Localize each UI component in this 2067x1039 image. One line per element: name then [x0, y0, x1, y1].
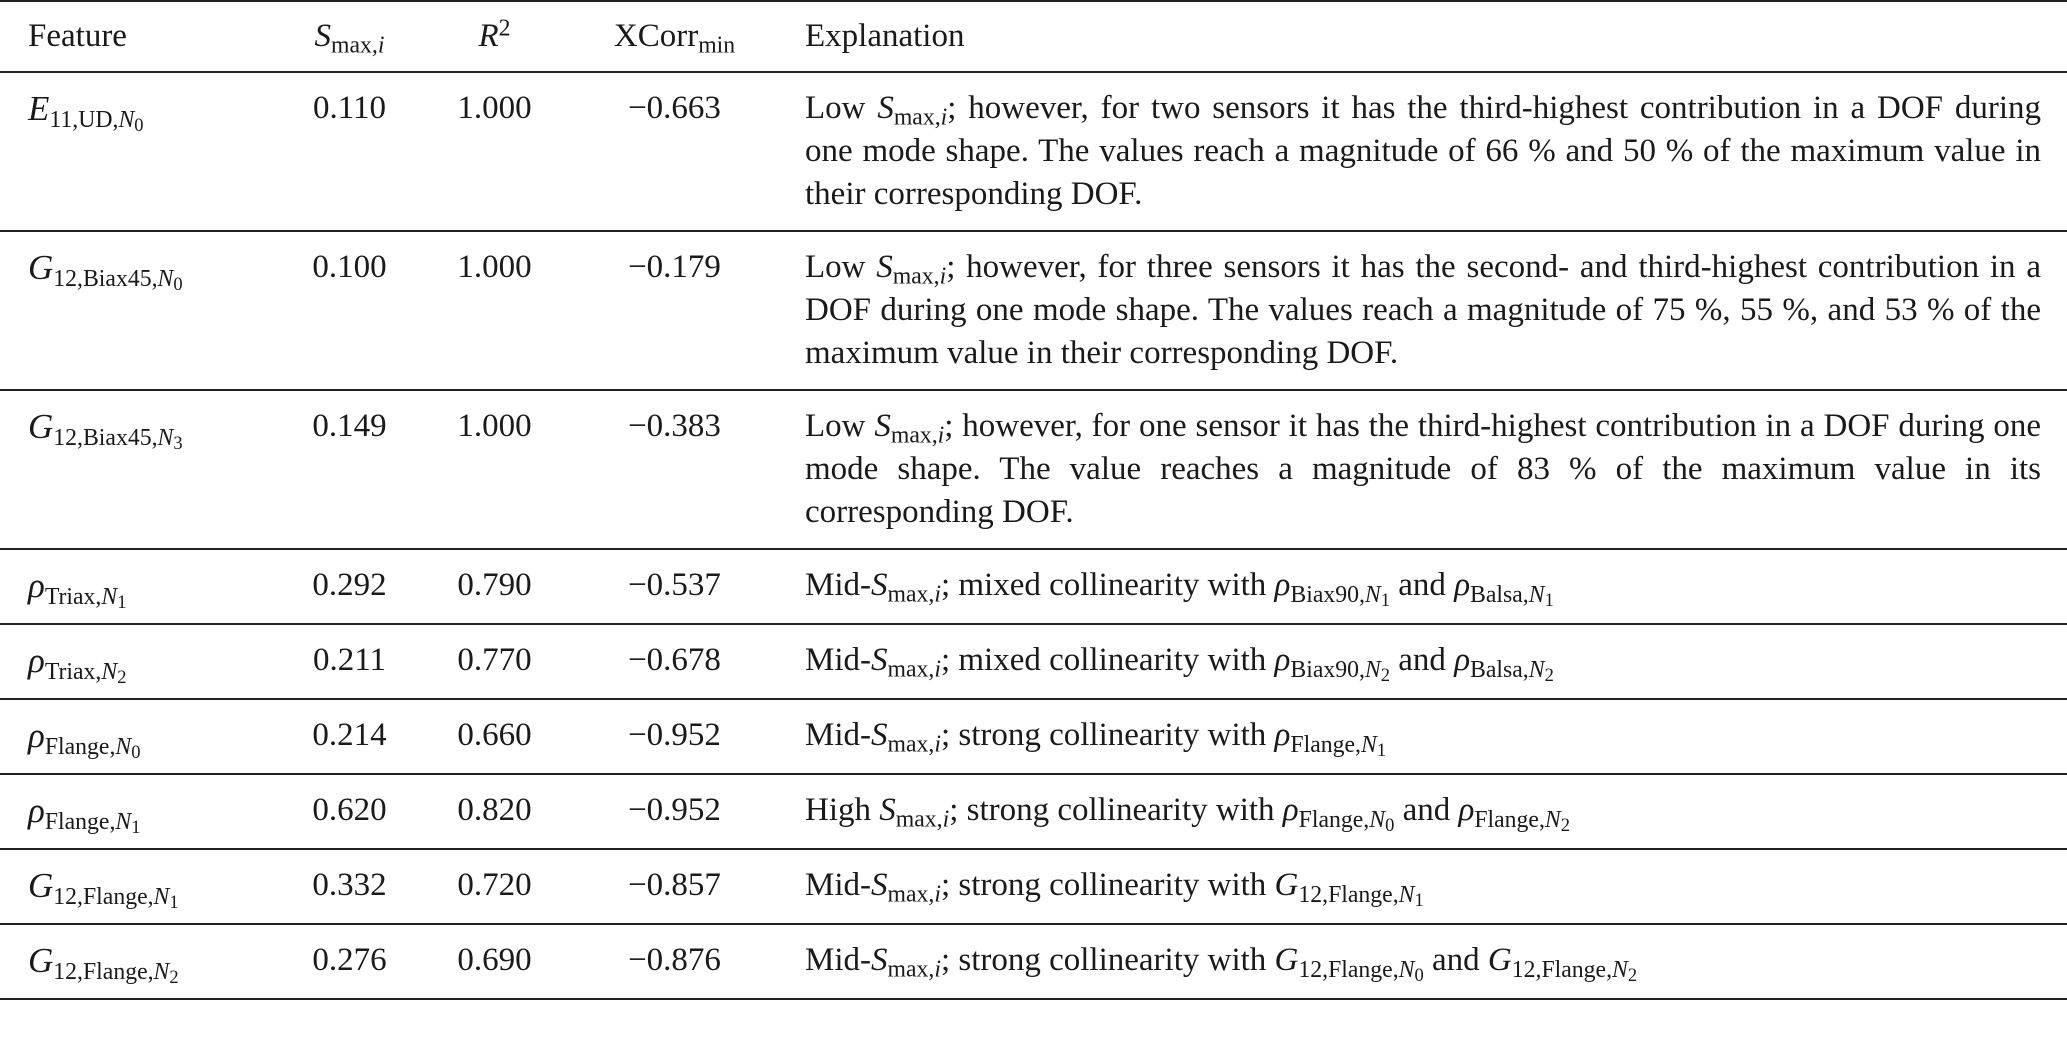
feature-feature-n-sub: 1: [131, 816, 141, 838]
table-body: [0, 72, 2067, 999]
smax-cell: 0.292: [312, 567, 387, 603]
conjunction: and: [1394, 792, 1459, 828]
r2-cell: 1.000: [457, 90, 532, 126]
related-feature-1-n-index: 1: [1376, 739, 1387, 761]
smax-index: i: [934, 881, 941, 908]
related-feature-2-n-index: 2: [1627, 964, 1638, 986]
related-feature-1-n-index: 1: [1414, 889, 1424, 911]
explanation-prefix: Low: [805, 90, 878, 126]
feature-feature-n-sub: 3: [173, 432, 183, 454]
table-row: [0, 849, 2067, 924]
smax-index: i: [934, 656, 941, 683]
related-feature-1-n-index: 0: [1414, 964, 1424, 986]
table-row: [0, 774, 2067, 849]
explanation-cell: [777, 549, 2067, 624]
table-header-row: [0, 1, 2067, 72]
explanation-cell: [777, 849, 2067, 924]
table-row: [0, 699, 2067, 774]
feature-cell: [0, 924, 282, 999]
explanation-text: ; strong collinearity with: [940, 942, 1275, 978]
related-feature-1-symbol: ρ: [1274, 642, 1291, 678]
smax-subscript: max,: [892, 263, 940, 290]
related-feature-1-symbol: ρ: [1282, 792, 1299, 828]
related-feature-1-subscript: 12,Flange,: [1298, 956, 1399, 983]
smax-cell: 0.100: [312, 249, 387, 285]
feature-feature-n: N: [157, 265, 174, 292]
feature-feature-n: N: [153, 883, 170, 910]
explanation-text: ; strong collinearity with: [940, 717, 1275, 753]
related-feature-1-subscript: Biax90,: [1290, 656, 1365, 683]
feature-feature-n: N: [153, 958, 170, 985]
smax-cell: 0.110: [312, 90, 387, 126]
smax-symbol: S: [877, 90, 894, 126]
table-row: [0, 624, 2067, 699]
smax-index: i: [942, 806, 950, 833]
feature-cell: [0, 774, 282, 849]
related-feature-1-n: N: [1398, 881, 1415, 908]
related-feature-2-subscript: Balsa,: [1470, 581, 1529, 608]
feature-feature-n-sub: 0: [134, 114, 144, 136]
related-feature-1-n: N: [1360, 731, 1377, 758]
related-feature-2-n-index: 2: [1560, 814, 1571, 836]
explanation-prefix: Mid-: [805, 567, 871, 603]
r2-cell: 1.000: [457, 408, 532, 444]
smax-symbol: S: [871, 867, 888, 903]
smax-index: i: [934, 581, 941, 608]
related-feature-2-n: N: [1528, 656, 1545, 683]
smax-symbol: S: [879, 792, 896, 828]
feature-feature-sub: 12,Flange,: [53, 958, 154, 985]
feature-feature-n: N: [157, 424, 174, 451]
xcorr-cell: −0.876: [628, 942, 721, 978]
header-explanation: Explanation: [805, 18, 965, 54]
explanation-prefix: Mid-: [805, 942, 871, 978]
related-feature-1-symbol: G: [1274, 942, 1299, 978]
explanation-cell: [777, 774, 2067, 849]
related-feature-1-symbol: ρ: [1274, 717, 1291, 753]
xcorr-cell: −0.952: [628, 717, 721, 753]
feature-feature-sym: G: [28, 941, 54, 980]
related-feature-2-n: N: [1612, 956, 1628, 983]
related-feature-2-subscript: Flange,: [1474, 806, 1545, 833]
r2-cell: 0.720: [457, 867, 532, 903]
feature-feature-sym: G: [28, 248, 54, 287]
related-feature-2-subscript: 12,Flange,: [1511, 956, 1613, 983]
feature-feature-sym: ρ: [28, 566, 45, 605]
feature-cell: [0, 72, 282, 231]
related-feature-1-subscript: 12,Flange,: [1298, 881, 1399, 908]
feature-feature-sub: 12,Flange,: [53, 883, 154, 910]
related-feature-1-n-index: 0: [1385, 814, 1395, 836]
smax-cell: 0.214: [312, 717, 387, 753]
smax-index: i: [939, 263, 947, 290]
explanation-text: ; mixed collinearity with: [940, 567, 1275, 603]
smax-symbol: S: [876, 249, 893, 285]
feature-feature-sub: 12,Biax45,: [53, 265, 158, 292]
explanation-text: ; strong collinearity with: [940, 867, 1275, 903]
conjunction: and: [1423, 942, 1488, 978]
feature-feature-n: N: [101, 658, 118, 685]
header-xcorr: XCorr$_{min}$: [613, 18, 736, 59]
xcorr-cell: −0.663: [628, 90, 721, 126]
feature-feature-n-sub: 0: [173, 273, 183, 295]
smax-symbol: S: [871, 567, 888, 603]
explanation-text: ; mixed collinearity with: [940, 642, 1275, 678]
feature-feature-n-sub: 0: [131, 741, 141, 763]
smax-index: i: [940, 104, 948, 131]
smax-subscript: max,: [887, 956, 935, 983]
explanation-text: ; however, for two sensors it has the third-highest contribution in a DOF during one mode shape. The values reach a magnitude of 66 % and 50 % of the maximum value in their corresponding DOF.: [805, 90, 2041, 212]
feature-cell: [0, 549, 282, 624]
explanation-text: ; however, for three sensors it has the second- and third-highest contribution in a DOF during one mode shape. The values reach a magnitude of 75 %, 55 %, and 53 % of the maximum value in their corresponding DOF.: [805, 249, 2041, 371]
explanation-cell: [777, 924, 2067, 999]
feature-feature-sym: ρ: [28, 791, 45, 830]
smax-cell: 0.276: [312, 942, 387, 978]
xcorr-cell: −0.857: [628, 867, 721, 903]
related-feature-2-symbol: ρ: [1454, 567, 1471, 603]
r2-cell: 0.820: [457, 792, 532, 828]
header-r2: $R^2$: [478, 15, 511, 54]
feature-feature-n-sub: 1: [169, 891, 179, 913]
related-feature-2-n-index: 1: [1544, 589, 1554, 611]
feature-feature-sym: G: [28, 866, 54, 905]
explanation-cell: [777, 699, 2067, 774]
feature-feature-sub: 12,Biax45,: [53, 424, 158, 451]
smax-symbol: S: [871, 642, 888, 678]
feature-feature-sym: ρ: [28, 641, 45, 680]
related-feature-2-n: N: [1528, 581, 1545, 608]
related-feature-1-symbol: ρ: [1274, 567, 1291, 603]
smax-subscript: max,: [887, 581, 935, 608]
smax-subscript: max,: [895, 806, 943, 833]
header-smax: $S_{max,i}$: [314, 18, 385, 59]
conjunction: and: [1390, 642, 1455, 678]
conjunction: and: [1390, 567, 1455, 603]
smax-subscript: max,: [887, 656, 935, 683]
feature-feature-n-sub: 1: [117, 591, 127, 613]
related-feature-1-symbol: G: [1274, 867, 1299, 903]
smax-cell: 0.149: [312, 408, 387, 444]
smax-subscript: max,: [887, 881, 935, 908]
feature-cell: [0, 624, 282, 699]
related-feature-2-symbol: G: [1487, 942, 1512, 978]
smax-index: i: [934, 956, 941, 983]
related-feature-1-subscript: Flange,: [1290, 731, 1361, 758]
xcorr-cell: −0.179: [628, 249, 721, 285]
feature-feature-n: N: [118, 106, 135, 133]
feature-feature-sub: Triax,: [44, 658, 102, 685]
feature-cell: [0, 390, 282, 549]
smax-subscript: max,: [890, 422, 938, 449]
related-feature-2-symbol: ρ: [1458, 792, 1475, 828]
feature-feature-sub: Triax,: [44, 583, 102, 610]
explanation-cell: [777, 390, 2067, 549]
related-feature-2-n-index: 2: [1544, 664, 1554, 686]
feature-cell: [0, 699, 282, 774]
related-feature-1-n: N: [1398, 956, 1415, 983]
r2-cell: 0.660: [457, 717, 532, 753]
feature-cell: [0, 231, 282, 390]
related-feature-1-n-index: 1: [1380, 589, 1391, 611]
feature-feature-n: N: [115, 808, 132, 835]
feature-feature-sym: E: [28, 89, 50, 128]
feature-feature-sub: Flange,: [44, 808, 116, 835]
table-row: [0, 924, 2067, 999]
related-feature-1-subscript: Biax90,: [1290, 581, 1365, 608]
smax-index: i: [937, 422, 945, 449]
header-feature: Feature: [28, 18, 127, 54]
related-feature-2-symbol: ρ: [1454, 642, 1471, 678]
smax-subscript: max,: [893, 104, 941, 131]
related-feature-2-n: N: [1544, 806, 1561, 833]
smax-symbol: S: [871, 717, 888, 753]
related-feature-1-n: N: [1364, 581, 1381, 608]
feature-cell: [0, 849, 282, 924]
feature-feature-sym: ρ: [28, 716, 45, 755]
related-feature-1-n: N: [1369, 806, 1386, 833]
feature-feature-sub: Flange,: [44, 733, 116, 760]
explanation-cell: [777, 624, 2067, 699]
feature-feature-sub: 11,UD,: [49, 106, 119, 133]
explanation-prefix: Mid-: [805, 867, 871, 903]
r2-cell: 0.790: [457, 567, 532, 603]
smax-cell: 0.211: [312, 642, 387, 678]
explanation-cell: [777, 72, 2067, 231]
feature-feature-n: N: [115, 733, 132, 760]
smax-symbol: S: [874, 408, 891, 444]
feature-feature-n-sub: 2: [117, 666, 127, 688]
table-row: [0, 231, 2067, 390]
related-feature-1-subscript: Flange,: [1298, 806, 1370, 833]
r2-cell: 1.000: [457, 249, 532, 285]
related-feature-1-n-index: 2: [1380, 664, 1391, 686]
feature-feature-sym: G: [28, 407, 54, 446]
feature-feature-n-sub: 2: [169, 966, 179, 988]
table-row: [0, 549, 2067, 624]
xcorr-cell: −0.537: [628, 567, 721, 603]
explanation-prefix: High: [805, 792, 880, 828]
smax-cell: 0.620: [312, 792, 387, 828]
xcorr-cell: −0.952: [628, 792, 721, 828]
smax-subscript: max,: [887, 731, 935, 758]
table-row: [0, 72, 2067, 231]
smax-symbol: S: [871, 942, 888, 978]
explanation-text: ; strong collinearity with: [949, 792, 1283, 828]
r2-cell: 0.690: [457, 942, 532, 978]
explanation-prefix: Mid-: [805, 642, 871, 678]
smax-index: i: [934, 731, 941, 758]
xcorr-cell: −0.678: [628, 642, 721, 678]
explanation-prefix: Low: [805, 249, 877, 285]
explanation-cell: [777, 231, 2067, 390]
table-row: [0, 390, 2067, 549]
explanation-prefix: Low: [805, 408, 875, 444]
xcorr-cell: −0.383: [628, 408, 721, 444]
related-feature-1-n: N: [1364, 656, 1381, 683]
explanation-prefix: Mid-: [805, 717, 871, 753]
related-feature-2-subscript: Balsa,: [1470, 656, 1529, 683]
explanation-text: ; however, for one sensor it has the third-highest contribution in a DOF during one mode shape. The value reaches a magnitude of 83 % of the maximum value in its corresponding DOF.: [805, 408, 2041, 530]
smax-cell: 0.332: [312, 867, 387, 903]
r2-cell: 0.770: [457, 642, 532, 678]
feature-feature-n: N: [101, 583, 118, 610]
